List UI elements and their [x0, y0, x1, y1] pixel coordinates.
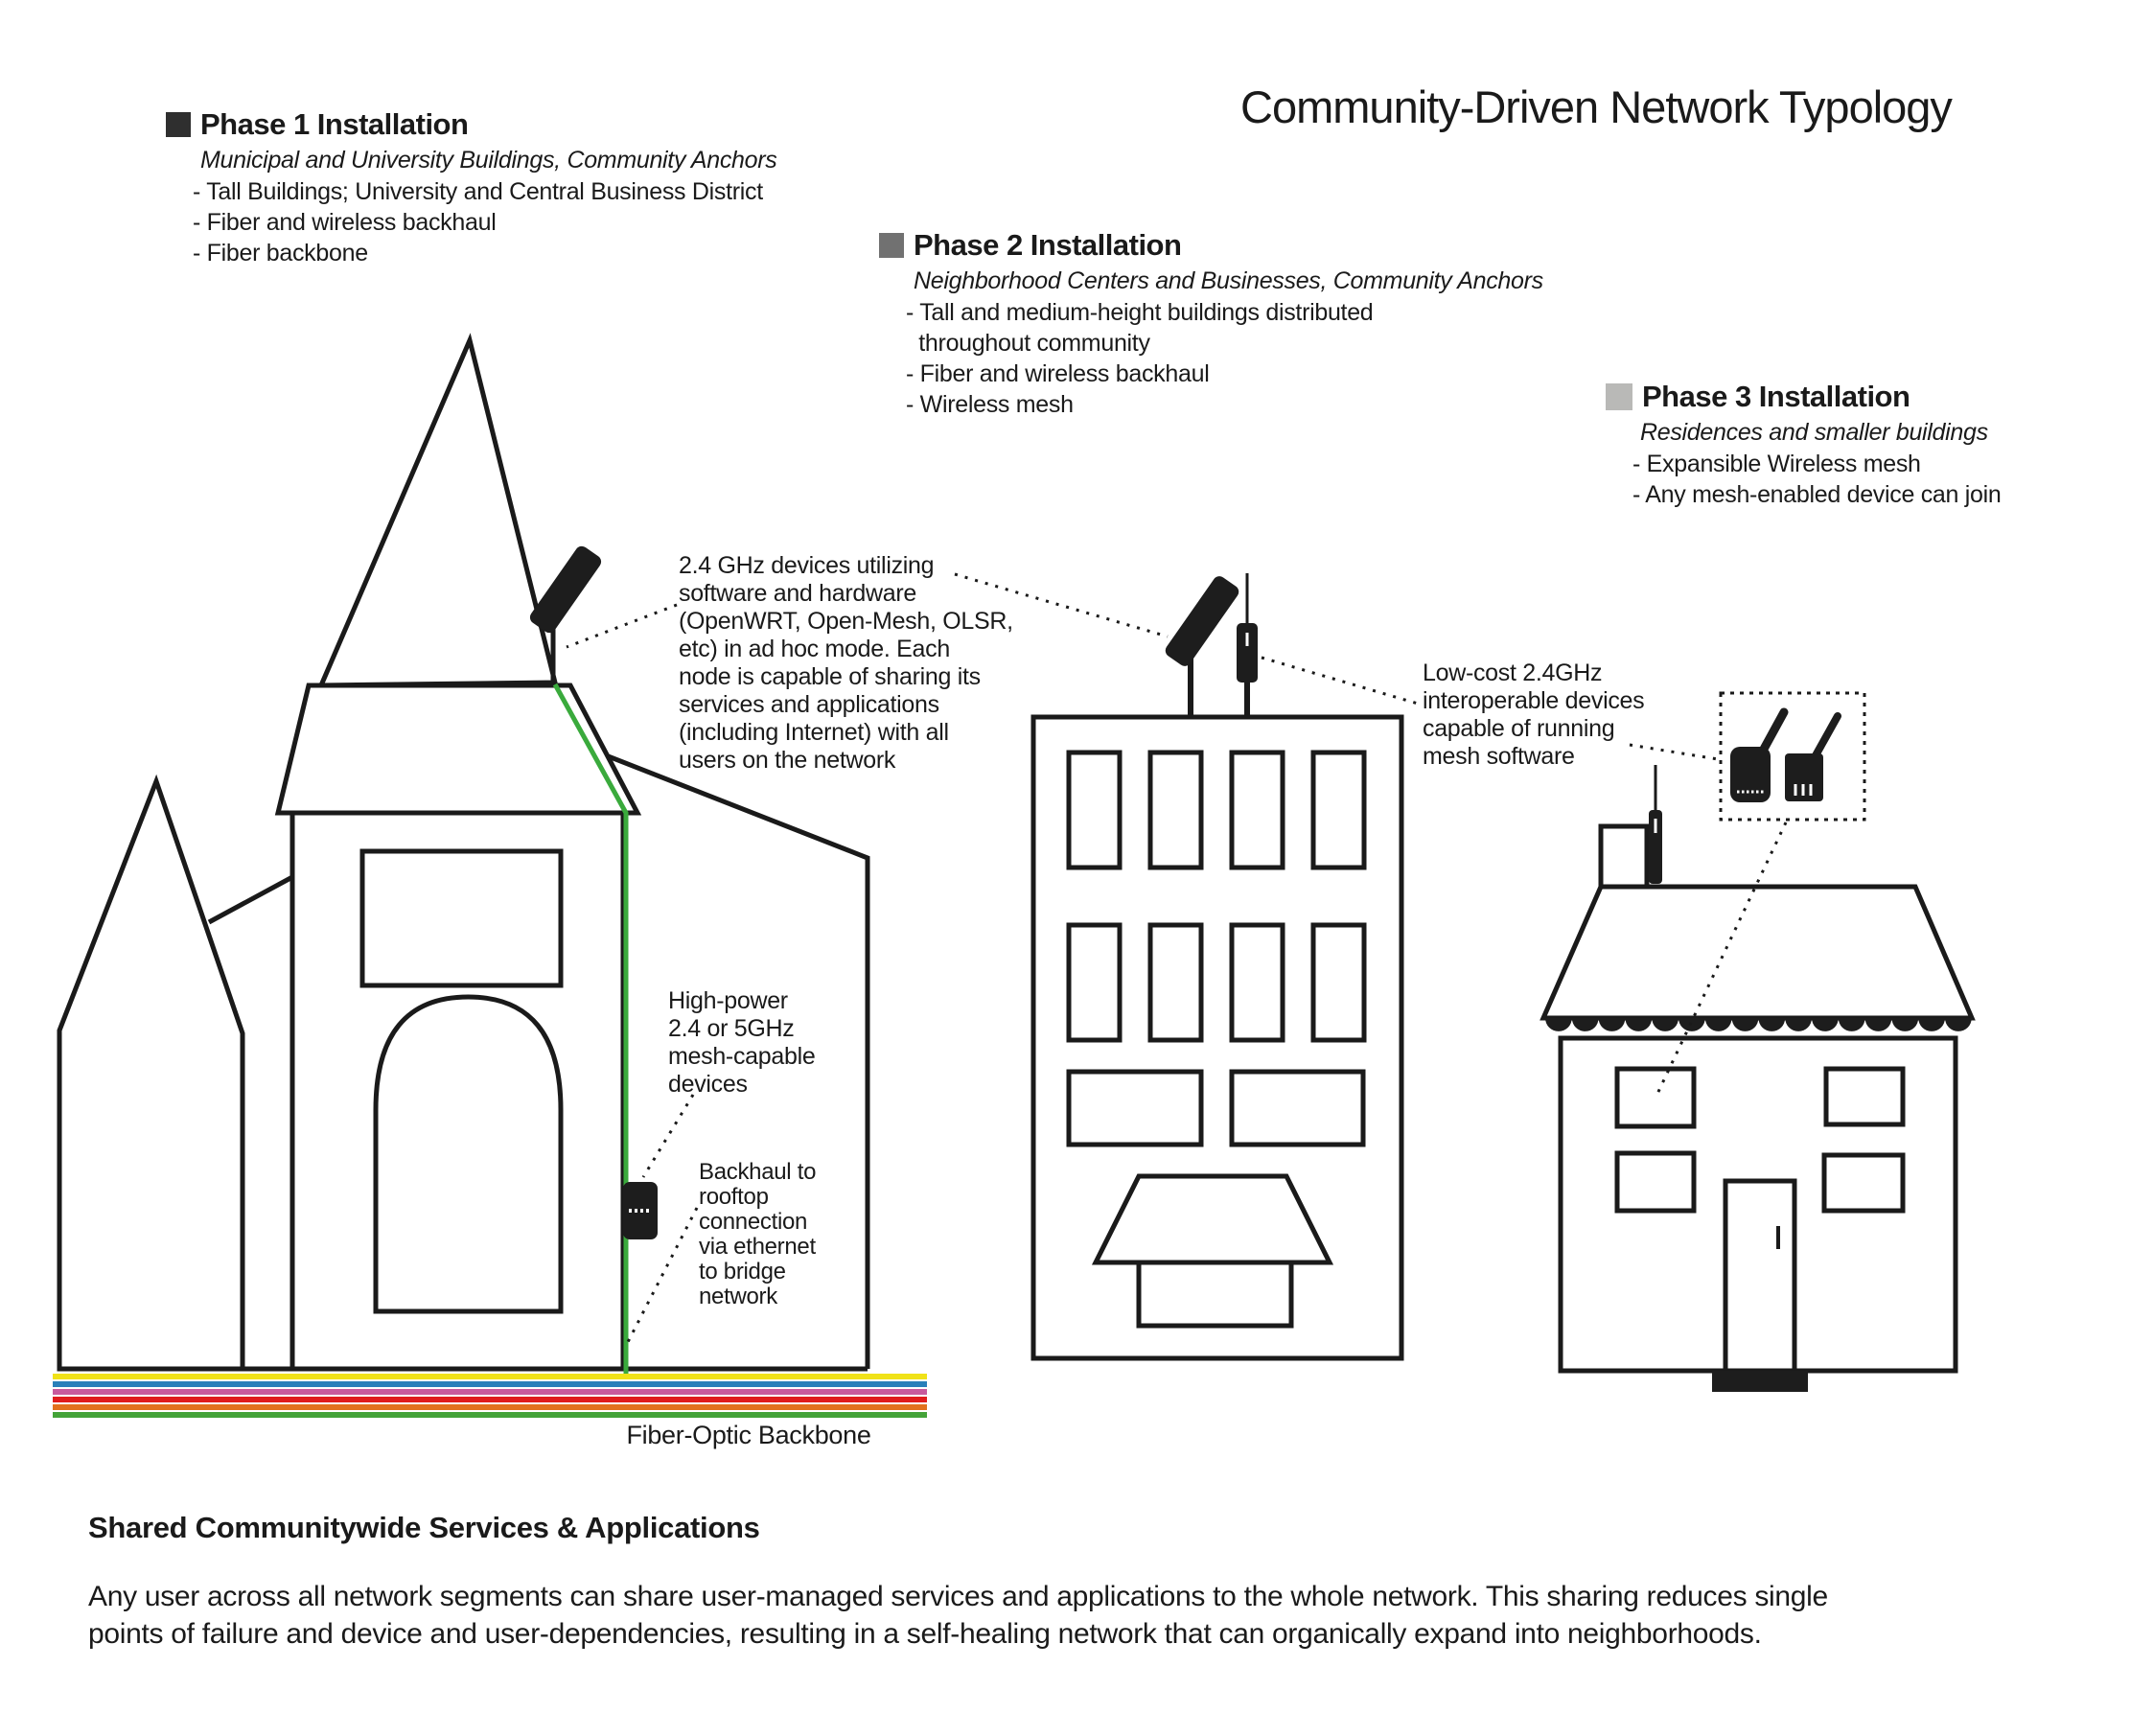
- fiber-backbone: [53, 1374, 927, 1418]
- phase-3-item: - Any mesh-enabled device can join: [1632, 481, 2002, 508]
- window: [1617, 1153, 1694, 1211]
- phase-3-bullet-icon: [1605, 382, 1633, 411]
- window: [1150, 925, 1201, 1040]
- midrise-building: [1033, 717, 1401, 1358]
- phase-3-title: Phase 3 Installation: [1642, 380, 1910, 413]
- phase-2-bullet-icon: [878, 232, 905, 259]
- chimney: [1601, 826, 1647, 887]
- window: [1824, 1155, 1903, 1211]
- house-building: [1543, 826, 1972, 1371]
- backhaul-annotation: Backhaul to rooftop connection via ethernet to bridge network: [699, 1159, 817, 1309]
- church-left-spire: [59, 781, 243, 1369]
- phase-3-legend: [1605, 380, 2001, 510]
- window: [1313, 752, 1364, 868]
- entrance: [1139, 1262, 1291, 1326]
- window: [1069, 925, 1120, 1040]
- church-main-spire: [321, 340, 555, 685]
- window: [1150, 752, 1201, 868]
- entrance-awning: [1096, 1176, 1330, 1262]
- phase-1-item: - Tall Buildings; University and Central Business District: [193, 178, 763, 205]
- phase-2-item: - Fiber and wireless backhaul: [906, 360, 1210, 387]
- phase-1-item: - Fiber and wireless backhaul: [193, 209, 497, 236]
- window: [1232, 752, 1283, 868]
- lowcost-device-box: [1721, 693, 1864, 820]
- phase-1-item: - Fiber backbone: [193, 240, 368, 266]
- house-chimney-device: [1649, 765, 1662, 884]
- phase-2-item: - Tall and medium-height buildings distributed: [906, 299, 1374, 326]
- connector-midrise-to-lowcost: [1262, 658, 1418, 704]
- backbone-label: Fiber-Optic Backbone: [626, 1421, 871, 1449]
- connector-mesh-to-church: [567, 605, 677, 647]
- phase-2-item: - Wireless mesh: [906, 391, 1074, 418]
- phase-3-subtitle: Residences and smaller buildings: [1640, 419, 1988, 446]
- fiber-stripe-magenta: [53, 1389, 927, 1395]
- page-title: Community-Driven Network Typology: [1240, 81, 1952, 132]
- phase-3-item: - Expansible Wireless mesh: [1632, 451, 1921, 477]
- omni-device-icon: [1237, 623, 1258, 683]
- high-power-annotation: High-power 2.4 or 5GHz mesh-capable devices: [668, 987, 816, 1098]
- connector-highpower-to-device: [643, 1095, 693, 1177]
- fiber-stripe-orange: [53, 1404, 927, 1410]
- wall-bridge-device: [623, 1182, 658, 1239]
- church-window: [362, 851, 561, 985]
- house-roof: [1543, 887, 1972, 1018]
- phase-2-subtitle: Neighborhood Centers and Businesses, Community Anchors: [914, 267, 1543, 294]
- house-door: [1725, 1181, 1794, 1371]
- phase-1-subtitle: Municipal and University Buildings, Community Anchors: [200, 147, 777, 174]
- window: [1617, 1069, 1694, 1126]
- phase-2-item: throughout community: [906, 330, 1150, 357]
- panel-antenna-icon: [527, 544, 604, 636]
- fiber-stripe-green: [53, 1412, 927, 1418]
- window: [1313, 925, 1364, 1040]
- window: [1826, 1069, 1903, 1124]
- fiber-stripe-blue: [53, 1381, 927, 1387]
- mesh-devices-annotation: 2.4 GHz devices utilizing software and hardware (OpenWRT, Open-Mesh, OLSR, etc) in ad hoc mode. Each node is capable of sharing its services and applications (including Internet) with all users on the network: [679, 552, 1013, 774]
- fiber-stripe-red: [53, 1397, 927, 1402]
- phase-2-title: Phase 2 Installation: [914, 228, 1182, 262]
- wide-window: [1069, 1072, 1201, 1145]
- footer-heading: Shared Communitywide Services & Applications: [88, 1511, 760, 1544]
- phase-1-bullet-icon: [165, 111, 192, 138]
- church-tower-roof: [278, 685, 637, 813]
- router-icon: [1730, 747, 1771, 802]
- phase-1-title: Phase 1 Installation: [200, 107, 469, 141]
- footer-paragraph: Any user across all network segments can share user-managed services and applications to the whole network. This sharing reduces single points of failure and device and user-dependencies, resulting in a self-healing network that can organically expand into neighborhoods.: [88, 1581, 1828, 1650]
- church-nave-roofline: [209, 877, 292, 922]
- door-step: [1712, 1371, 1808, 1392]
- fiber-stripe-yellow: [53, 1374, 927, 1379]
- window: [1069, 752, 1120, 868]
- wide-window: [1232, 1072, 1363, 1145]
- low-cost-annotation: Low-cost 2.4GHz interoperable devices capable of running mesh software: [1423, 660, 1645, 770]
- midrise-rooftop-devices: [1163, 573, 1258, 717]
- window: [1232, 925, 1283, 1040]
- panel-antenna-icon: [1163, 573, 1241, 668]
- phase-2-legend: [878, 228, 1543, 420]
- phase-1-legend: [165, 107, 776, 268]
- church-arched-door: [376, 997, 561, 1311]
